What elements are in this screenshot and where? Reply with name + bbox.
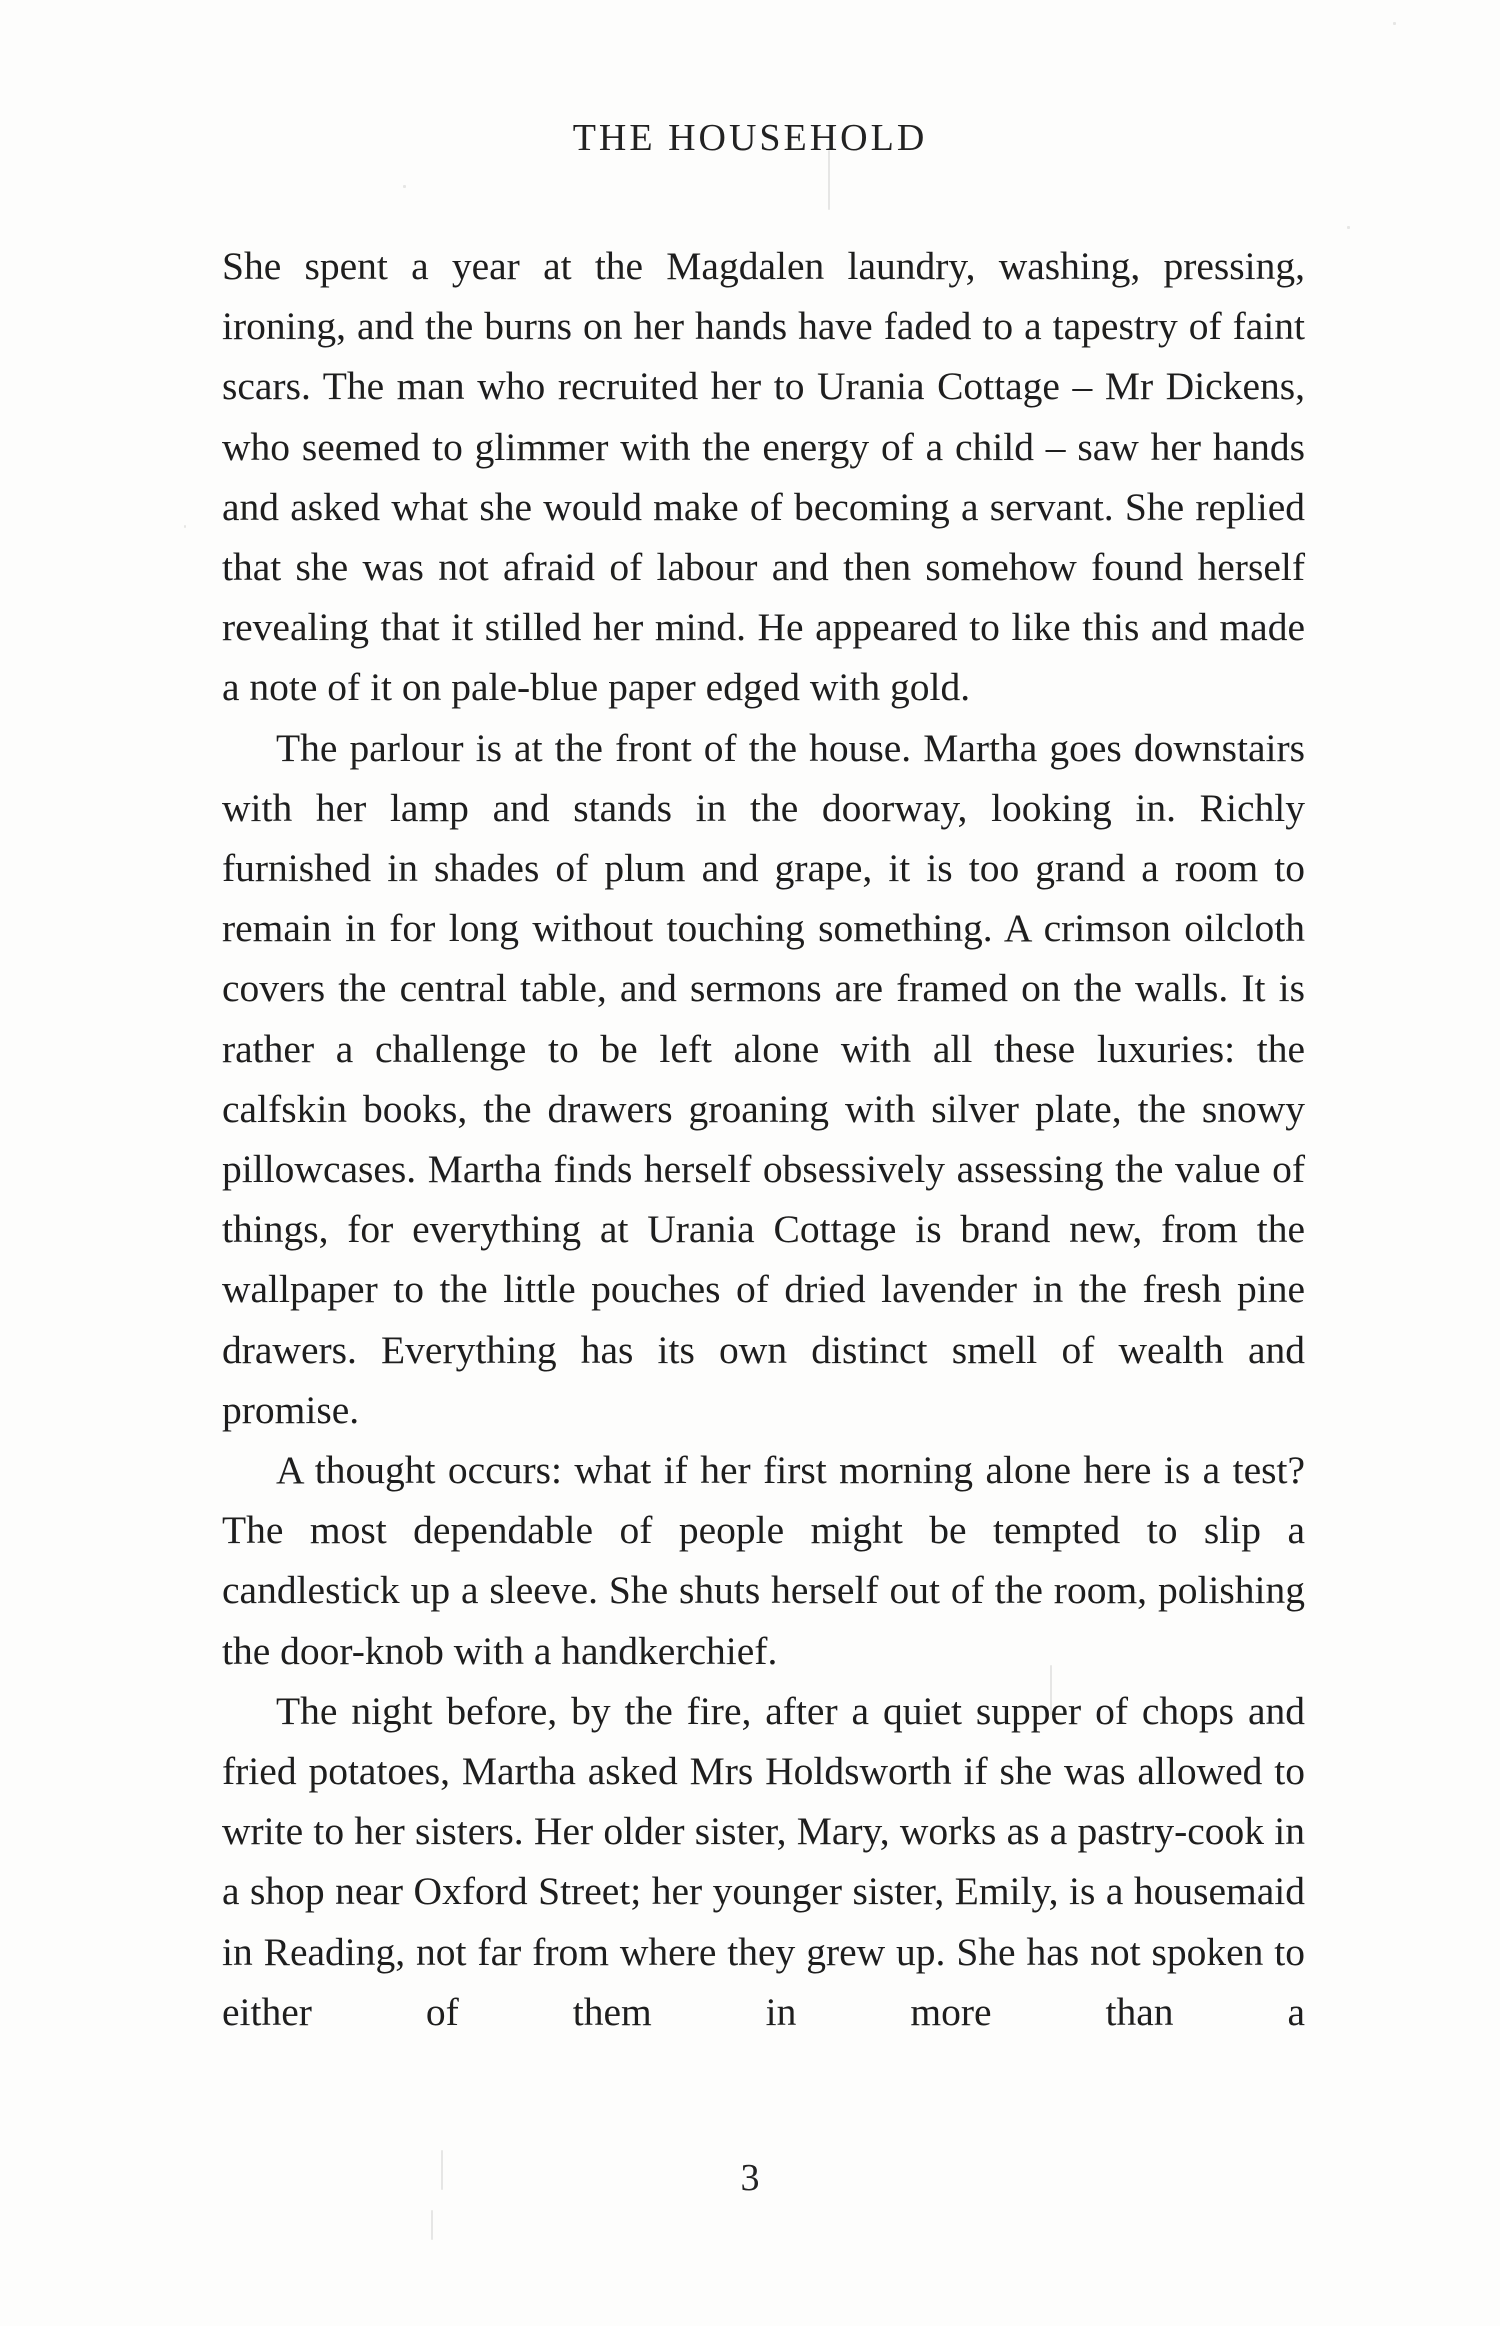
paragraph-3: A thought occurs: what if her first morning alone here is a test? The most dependable of people might be tempted to slip a candlestick up a sleeve. She shuts herself out of the room, polishing the door-knob with a handkerchief. — [222, 1448, 1305, 1673]
page-number: 3 — [740, 2157, 760, 2199]
scan-speck — [431, 2210, 433, 2240]
scan-speck — [441, 2150, 443, 2190]
body-text — [222, 236, 1305, 2042]
scan-speck — [828, 150, 830, 210]
scan-speck — [1347, 226, 1350, 229]
scan-speck — [184, 525, 186, 528]
running-head: THE HOUSEHOLD — [572, 117, 928, 159]
paragraph-1: She spent a year at the Magdalen laundry, washing, pressing, ironing, and the burns on her hands have faded to a tapestry of faint scars. The man who recruited her to Urania Cottage – Mr Dickens, who seemed to glimmer with the energy of a child – saw her hands and asked what she would make of becoming a servant. She replied that she was not afraid of labour and then somehow found herself revealing that it stilled her mind. He appeared to like this and made a note of it on pale-blue paper edged with gold. — [222, 244, 1305, 710]
paragraph-2: The parlour is at the front of the house. Martha goes downstairs with her lamp and stands in the doorway, looking in. Richly furnished in shades of plum and grape, it is too grand a room to remain in for long without touching something. A crimson oilcloth covers the central table, and sermons are framed on the walls. It is rather a challenge to be left alone with all these luxuries: the calfskin books, the drawers groaning with silver plate, the snowy pillowcases. Martha finds herself obsessively assessing the value of things, for everything at Urania Cottage is brand new, from the wallpaper to the little pouches of dried lavender in the fresh pine drawers. Everything has its own distinct smell of wealth and promise. — [222, 725, 1305, 1432]
scan-speck — [1050, 1665, 1052, 1715]
scan-speck — [403, 185, 406, 188]
scan-speck — [1393, 22, 1396, 25]
paragraph-4: The night before, by the fire, after a quiet supper of chops and fried potatoes, Martha asked Mrs Holdsworth if she was allowed to write to her sisters. Her older sister, Mary, works as a pastry-cook in a shop near Oxford Street; her younger sister, Emily, is a housemaid in Reading, not far from where they grew up. She has not spoken to either of them in more than a — [222, 1688, 1305, 2034]
